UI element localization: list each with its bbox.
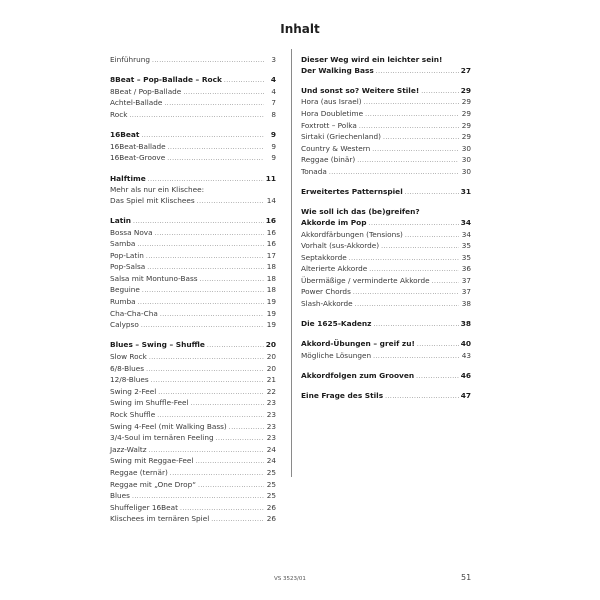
toc-entry-page: 24 — [266, 444, 276, 454]
toc-entry-page: 19 — [266, 308, 276, 318]
toc-chapter-entry — [301, 86, 471, 98]
dot-leader — [129, 111, 264, 122]
toc-entry-page: 30 — [461, 166, 471, 176]
toc-entry — [110, 262, 276, 274]
toc-entry-page: 34 — [461, 229, 471, 239]
toc-entry — [110, 398, 276, 410]
toc-entry-page: 19 — [266, 297, 276, 307]
toc-section — [301, 187, 471, 199]
toc-entry-page: 34 — [460, 217, 471, 227]
toc-entry-label: Übermäßige / verminderte Akkorde — [301, 275, 430, 285]
toc-entry-page: 25 — [266, 491, 276, 501]
toc-entry-label: Country & Western — [301, 143, 371, 153]
toc-right-column — [301, 55, 471, 412]
dot-leader — [329, 168, 459, 179]
toc-entry — [301, 230, 471, 242]
toc-entry-page: 43 — [461, 351, 471, 361]
toc-section — [301, 339, 471, 362]
toc-entry-label: Septakkorde — [301, 252, 347, 262]
dot-leader — [170, 469, 264, 480]
dot-leader — [405, 231, 459, 242]
toc-entry — [301, 253, 471, 265]
toc-entry-page: 17 — [266, 250, 276, 260]
toc-entry-page: 25 — [266, 467, 276, 477]
toc-entry — [110, 480, 276, 492]
toc-entry-label: Achtel-Ballade — [110, 98, 163, 108]
toc-left-column — [110, 55, 276, 535]
dot-leader — [167, 154, 264, 165]
toc-entry-label: Pop-Latin — [110, 250, 144, 260]
toc-entry-page: 25 — [266, 479, 276, 489]
toc-entry — [301, 241, 471, 253]
toc-entry-page: 29 — [460, 85, 471, 95]
toc-chapter-entry — [301, 218, 471, 230]
dot-leader — [164, 99, 264, 110]
toc-entry-page: 9 — [271, 141, 276, 151]
toc-entry-page: 23 — [266, 410, 276, 419]
toc-entry — [301, 299, 471, 311]
dot-leader — [197, 197, 264, 208]
toc-entry-label: Calypso — [110, 320, 139, 330]
dot-leader — [142, 286, 264, 297]
dot-leader — [149, 446, 264, 457]
toc-entry-page: 20 — [265, 340, 276, 350]
toc-entry — [301, 132, 471, 144]
toc-entry-label: Alterierte Akkorde — [301, 264, 368, 274]
toc-chapter-entry — [301, 187, 471, 199]
toc-entry-label: Einführung — [110, 55, 150, 64]
page-title: Inhalt — [280, 22, 320, 36]
toc-entry-label: Swing 4-Feel (mit Walking Bass) — [110, 421, 227, 431]
toc-entry-label: 16Beat-Ballade — [110, 141, 166, 151]
toc-entry-label: Hora Doubletime — [301, 108, 364, 118]
toc-entry — [110, 422, 276, 434]
dot-leader — [373, 320, 458, 331]
dot-leader — [183, 88, 264, 99]
dot-leader — [211, 515, 264, 526]
toc-entry-label: Cha-Cha-Cha — [110, 308, 158, 318]
dot-leader — [132, 492, 264, 503]
toc-entry — [110, 274, 276, 286]
toc-entry — [301, 287, 471, 299]
toc-entry — [301, 276, 471, 288]
toc-entry-page: 30 — [461, 143, 471, 153]
toc-entry — [110, 433, 276, 445]
toc-entry-label: Akkorde im Pop — [301, 217, 367, 227]
toc-entry — [110, 410, 276, 422]
toc-entry — [110, 185, 276, 196]
toc-entry — [110, 387, 276, 399]
toc-chapter-entry — [110, 75, 276, 87]
toc-entry-label: Slow Rock — [110, 352, 147, 362]
toc-entry-page: 20 — [266, 352, 276, 362]
toc-entry-page: 47 — [460, 391, 471, 401]
dot-leader — [152, 56, 264, 67]
toc-entry-page: 18 — [266, 273, 276, 283]
toc-entry — [301, 121, 471, 133]
toc-entry — [110, 153, 276, 165]
dot-leader — [353, 288, 459, 299]
toc-section — [110, 216, 276, 332]
dot-leader — [381, 242, 459, 253]
toc-entry-page: 18 — [266, 262, 276, 272]
dot-leader — [141, 321, 264, 332]
toc-entry-page: 35 — [461, 241, 471, 251]
toc-entry-page: 30 — [461, 155, 471, 165]
toc-entry-label: Erweitertes Patternspiel — [301, 187, 403, 197]
toc-entry-label: Swing 2-Feel — [110, 386, 157, 396]
toc-entry-label: Rock Shuffle — [110, 410, 156, 419]
toc-entry — [110, 297, 276, 309]
toc-entry-page: 7 — [271, 98, 276, 108]
toc-chapter-entry — [301, 339, 471, 351]
dot-leader — [349, 254, 459, 265]
toc-chapter-entry — [301, 66, 471, 78]
dot-leader — [195, 457, 264, 468]
toc-entry-label: Swing im Shuffle-Feel — [110, 398, 189, 408]
toc-entry-label: Beguine — [110, 285, 140, 295]
dot-leader — [372, 145, 459, 156]
dot-leader — [155, 229, 264, 240]
dot-leader — [383, 133, 459, 144]
toc-entry-page: 31 — [460, 187, 471, 197]
toc-chapter-entry — [301, 391, 471, 403]
dot-leader — [149, 353, 264, 364]
toc-entry — [110, 364, 276, 376]
toc-entry-label: Klischees im ternären Spiel — [110, 514, 210, 524]
dot-leader — [147, 263, 264, 274]
dot-leader — [146, 365, 264, 376]
toc-section — [301, 371, 471, 383]
toc-entry-label: Die 1625-Kadenz — [301, 319, 372, 329]
toc-entry-page: 23 — [266, 398, 276, 408]
toc-entry-label: Bossa Nova — [110, 227, 153, 237]
dot-leader — [200, 275, 264, 286]
toc-entry — [110, 87, 276, 99]
dot-leader — [224, 76, 264, 87]
toc-chapter-entry — [110, 174, 276, 186]
toc-chapter-entry — [110, 130, 276, 142]
toc-entry-label: Dieser Weg wird ein leichter sein! — [301, 55, 443, 64]
toc-section — [301, 207, 471, 310]
dot-leader — [369, 265, 459, 276]
toc-entry — [110, 110, 276, 122]
dot-leader — [421, 87, 458, 98]
toc-entry-label: Reggae (binär) — [301, 155, 356, 165]
toc-entry — [110, 514, 276, 526]
toc-entry-label: Akkord-Übungen – greif zu! — [301, 339, 415, 349]
dot-leader — [405, 188, 459, 199]
toc-entry-page: 46 — [460, 371, 471, 381]
toc-entry-page: 11 — [265, 173, 276, 183]
dot-leader — [191, 399, 264, 410]
dot-leader — [160, 310, 264, 321]
toc-entry — [301, 109, 471, 121]
toc-section — [110, 340, 276, 526]
dot-leader — [180, 504, 264, 515]
toc-entry-label: 8Beat – Pop-Ballade – Rock — [110, 75, 222, 85]
toc-entry-page: 29 — [461, 120, 471, 130]
toc-chapter-entry — [110, 216, 276, 228]
dot-leader — [432, 277, 459, 288]
toc-entry-page: 19 — [266, 320, 276, 330]
toc-entry-label: Pop-Salsa — [110, 262, 146, 272]
toc-entry — [110, 251, 276, 263]
toc-entry-page: 38 — [460, 319, 471, 329]
toc-entry — [110, 196, 276, 208]
toc-entry-label: Halftime — [110, 173, 146, 183]
dot-leader — [151, 376, 264, 387]
toc-entry — [110, 228, 276, 240]
toc-entry-label: 12/8-Blues — [110, 375, 149, 385]
toc-chapter-entry — [110, 340, 276, 352]
toc-entry-page: 4 — [271, 86, 276, 96]
toc-entry-label: Rumba — [110, 297, 136, 307]
toc-entry-page: 16 — [266, 239, 276, 249]
toc-entry-page: 29 — [461, 132, 471, 142]
toc-entry — [110, 445, 276, 457]
toc-entry-label: 8Beat / Pop-Ballade — [110, 86, 182, 96]
toc-entry-page: 29 — [461, 108, 471, 118]
toc-entry-label: Reggae (ternär) — [110, 467, 168, 477]
dot-leader — [146, 252, 264, 263]
toc-entry-label: Mehr als nur ein Klischee: — [110, 185, 205, 195]
toc-entry-page: 29 — [461, 97, 471, 107]
toc-entry-page: 37 — [461, 287, 471, 297]
toc-entry-label: Slash-Akkorde — [301, 299, 353, 309]
footer-page-number: 51 — [461, 573, 472, 582]
dot-leader — [417, 340, 459, 351]
toc-entry-label: Power Chords — [301, 287, 351, 297]
toc-entry — [110, 468, 276, 480]
dot-leader — [198, 481, 264, 492]
toc-entry — [301, 155, 471, 167]
dot-leader — [376, 67, 459, 78]
toc-entry — [110, 285, 276, 297]
toc-entry — [110, 239, 276, 251]
dot-leader — [357, 156, 459, 167]
toc-entry — [110, 375, 276, 387]
toc-section — [110, 174, 276, 208]
toc-section — [301, 319, 471, 331]
toc-entry-page: 9 — [270, 130, 276, 140]
dot-leader — [138, 298, 264, 309]
toc-entry-page: 35 — [461, 252, 471, 262]
toc-entry-label: Akkordfärbungen (Tensions) — [301, 229, 403, 239]
dot-leader — [148, 175, 264, 186]
column-divider — [291, 49, 292, 477]
dot-leader — [365, 110, 459, 121]
toc-entry-label: 3/4-Soul im ternären Feeling — [110, 433, 214, 443]
toc-entry-page: 26 — [266, 502, 276, 512]
toc-entry — [110, 320, 276, 332]
toc-entry-label: Swing mit Reggae-Feel — [110, 456, 194, 466]
toc-entry-label: Mögliche Lösungen — [301, 351, 372, 361]
dot-leader — [157, 411, 264, 422]
toc-entry-label: Sirtaki (Griechenland) — [301, 132, 381, 142]
dot-leader — [168, 143, 264, 154]
toc-entry-page: 23 — [266, 433, 276, 443]
dot-leader — [137, 240, 264, 251]
dot-leader — [359, 122, 459, 133]
toc-entry-page: 8 — [271, 109, 276, 119]
toc-entry-page: 36 — [461, 264, 471, 274]
toc-entry-page: 16 — [265, 215, 276, 225]
toc-entry-page: 38 — [461, 299, 471, 309]
dot-leader — [385, 392, 459, 403]
toc-entry — [110, 491, 276, 503]
toc-entry — [301, 97, 471, 109]
toc-entry — [301, 264, 471, 276]
toc-entry-label: Wie soll ich das (be)greifen? — [301, 207, 420, 217]
toc-entry-page: 24 — [266, 456, 276, 466]
dot-leader — [207, 341, 264, 352]
toc-entry-page: 4 — [270, 75, 276, 85]
toc-entry-page: 37 — [461, 275, 471, 285]
toc-chapter-entry — [301, 55, 471, 66]
dot-leader — [355, 300, 459, 311]
toc-entry — [110, 352, 276, 364]
dot-leader — [216, 434, 264, 445]
dot-leader — [416, 372, 459, 383]
toc-entry — [110, 309, 276, 321]
toc-entry-page: 21 — [266, 375, 276, 385]
toc-entry — [110, 503, 276, 515]
toc-entry-page: 20 — [266, 363, 276, 373]
dot-leader — [133, 217, 264, 228]
toc-entry-page: 26 — [266, 514, 276, 524]
toc-entry-label: 16Beat — [110, 130, 140, 140]
toc-entry-page: 16 — [266, 227, 276, 237]
toc-entry-page: 40 — [460, 339, 471, 349]
toc-entry-label: Blues — [110, 491, 130, 501]
toc-chapter-entry — [301, 207, 471, 218]
toc-chapter-entry — [301, 371, 471, 383]
toc-entry — [110, 55, 276, 67]
dot-leader — [158, 388, 264, 399]
toc-entry-label: Blues – Swing – Shuffle — [110, 340, 205, 350]
toc-entry-page: 18 — [266, 285, 276, 295]
toc-entry — [110, 142, 276, 154]
toc-entry-label: Shuffeliger 16Beat — [110, 502, 179, 512]
toc-entry-label: Und sonst so? Weitere Stile! — [301, 85, 420, 95]
dot-leader — [369, 219, 459, 230]
toc-section — [110, 75, 276, 121]
toc-entry-label: Salsa mit Montuno-Bass — [110, 273, 198, 283]
footer-publication-code: VS 3523/01 — [274, 576, 306, 582]
toc-entry-label: Hora (aus Israel) — [301, 97, 362, 107]
toc-entry-label: Tonada — [301, 166, 327, 176]
toc-entry-page: 9 — [271, 153, 276, 163]
toc-section — [301, 55, 471, 77]
dot-leader — [229, 423, 264, 434]
toc-entry-page: 3 — [271, 55, 276, 64]
toc-entry-label: Jazz-Waltz — [110, 444, 147, 454]
toc-entry-label: Das Spiel mit Klischees — [110, 195, 195, 205]
toc-entry — [110, 98, 276, 110]
toc-entry-label: Vorhalt (sus-Akkorde) — [301, 241, 380, 251]
toc-chapter-entry — [301, 319, 471, 331]
dot-leader — [141, 131, 264, 142]
toc-entry-page: 23 — [266, 421, 276, 431]
toc-entry — [110, 456, 276, 468]
toc-entry-label: Latin — [110, 215, 132, 225]
toc-entry — [301, 351, 471, 363]
toc-entry-label: Akkordfolgen zum Grooven — [301, 371, 415, 381]
toc-section — [301, 391, 471, 403]
toc-section — [110, 130, 276, 165]
toc-entry — [301, 144, 471, 156]
toc-entry-label: Foxtrott – Polka — [301, 120, 357, 130]
toc-entry — [301, 167, 471, 179]
toc-entry-label: Rock — [110, 109, 128, 119]
toc-entry-label: 6/8-Blues — [110, 363, 145, 373]
toc-section — [110, 55, 276, 67]
toc-entry-page: 22 — [266, 386, 276, 396]
toc-entry-label: Samba — [110, 239, 136, 249]
toc-entry-label: Reggae mit „One Drop“ — [110, 479, 196, 489]
toc-entry-label: 16Beat-Groove — [110, 153, 166, 163]
toc-section — [301, 86, 471, 179]
dot-leader — [373, 352, 459, 363]
toc-entry-label: Eine Frage des Stils — [301, 391, 384, 401]
dot-leader — [364, 98, 459, 109]
toc-entry-page: 27 — [460, 65, 471, 75]
toc-entry-page: 14 — [266, 195, 276, 205]
toc-entry-label: Der Walking Bass — [301, 65, 374, 75]
